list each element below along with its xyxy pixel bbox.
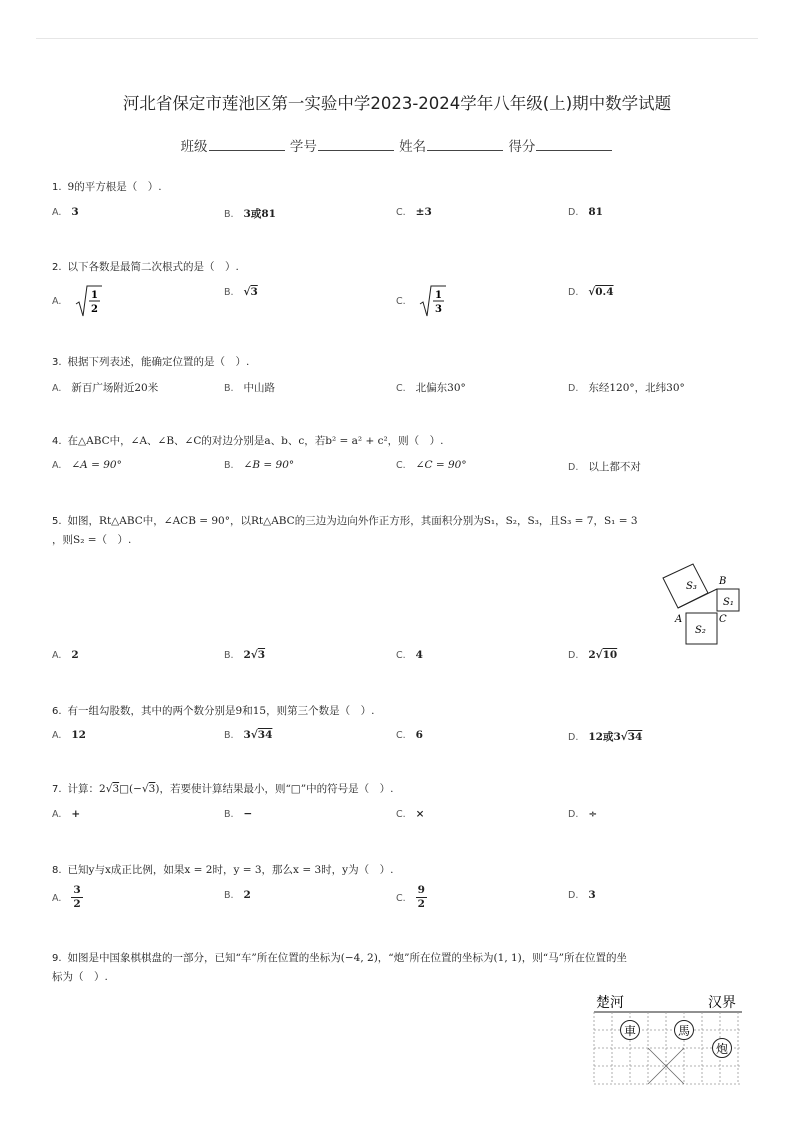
question-number: 1. [52,182,62,193]
question-text: 根据下列表述，能确定位置的是（ ）. [67,356,250,368]
figure-label-s3: S₃ [686,581,697,592]
question-4: 4. 在△ABC中，∠A、∠B、∠C的对边分别是a、b、c，若b² = a² + c²，则（ ）. [52,435,444,447]
q5-option-a[interactable]: A. 2 [52,649,79,661]
info-name-label: 姓名 [399,139,427,155]
q2-option-b[interactable]: B. √3 [224,286,258,298]
q8-option-a[interactable]: A. $\frac{3}{2}$ [52,884,81,910]
q5-option-c[interactable]: C. 4 [396,649,423,661]
board-label-chu-he: 楚河 [596,995,624,1011]
svg-text:1: 1 [435,290,442,301]
sqrt-fraction [419,284,447,318]
q4-option-d[interactable]: D. 以上都不对 [568,461,641,473]
question-text: 有一组勾股数，其中的两个数分别是9和15，则第三个数是（ ）. [67,705,375,717]
svg-text:3: 3 [435,304,442,315]
page-title: 河北省保定市莲池区第一实验中学2023-2024学年八年级(上)期中数学试题 [122,94,672,113]
q2-option-a[interactable]: A. 1 2 [52,284,103,318]
question-text-continued: ，则S₂ =（ ）. [52,534,132,546]
q1-option-b[interactable]: B. 3或81 [224,208,276,220]
question-1 [52,178,162,197]
question-9: 9. 如图是中国象棋棋盘的一部分，已知“车”所在位置的坐标为(−4, 2)，“炮”所在位置的坐标为(1, 1)，则“马”所在位置的坐 标为（ ）. [52,952,628,983]
q5-option-d[interactable]: D. 2√10 [568,649,618,661]
q1-option-c[interactable]: C. ±3 [396,206,432,218]
figure-label-s1: S₁ [723,597,734,608]
q5-option-b[interactable]: B. 2√3 [224,649,266,661]
q4-option-a[interactable]: A. ∠A = 90° [52,459,122,471]
info-class-label: 班级 [180,139,208,155]
q4-option-b[interactable]: B. ∠B = 90° [224,459,295,471]
question-5: 5. 如图，Rt△ABC中，∠ACB = 90°，以Rt△ABC的三边为边向外作正方形，其面积分别为S₁，S₂，S₃，且S₃ = 7，S₁ = 3 ，则S₂ =（ ）. [52,515,638,546]
info-name-blank[interactable] [427,138,503,151]
q8-option-d[interactable]: D. 3 [568,889,596,901]
info-class-blank[interactable] [209,138,285,151]
q3-option-b[interactable]: B. 中山路 [224,382,276,394]
fraction: $\frac{3}{2}$ [73,884,81,910]
svg-text:2: 2 [90,304,98,315]
figure-label-b: B [719,576,727,587]
q1-option-a[interactable]: A. 3 [52,206,79,218]
q6-option-d[interactable]: D. 12或3√34 [568,731,643,743]
q7-option-c[interactable]: C. × [396,808,425,820]
q3-option-d[interactable]: D. 东经120°，北纬30° [568,382,685,394]
svg-text:1: 1 [90,290,98,301]
question-8: 8. 已知y与x成正比例，如果x = 2时，y = 3，那么x = 3时，y为（ ）. [52,864,394,876]
q4-option-c[interactable]: C. ∠C = 90° [396,459,467,471]
q8-option-b[interactable]: B. 2 [224,889,251,901]
q6-option-c[interactable]: C. 6 [396,729,423,741]
q3-option-c[interactable]: C. 北偏东30° [396,382,466,394]
board-label-han-jie: 汉界 [708,995,736,1011]
question-text: 在△ABC中，∠A、∠B、∠C的对边分别是a、b、c，若b² = a² + c²，则（ ）. [67,435,444,447]
q1-option-d[interactable]: D. 81 [568,206,603,218]
student-info-line [0,135,794,155]
info-id-blank[interactable] [318,138,394,151]
question-text: 9的平方根是（ ）. [67,181,162,193]
svg-text:車: 車 [623,1024,637,1038]
question-7: 7. 计算：2√3□(−√3)，若要使计算结果最小，则“□”中的符号是（ ）. [52,783,394,795]
svg-text:炮: 炮 [715,1042,729,1056]
question-2: 2. 以下各数是最简二次根式的是（ ）. [52,261,239,273]
q2-option-d[interactable]: D. √0.4 [568,286,614,298]
question-text: 已知y与x成正比例，如果x = 2时，y = 3，那么x = 3时，y为（ ）. [67,864,394,876]
header-rule [36,38,758,39]
squares-figure [655,560,750,655]
info-score-label: 得分 [508,139,536,155]
q7-option-d[interactable]: D. ÷ [568,808,598,820]
fraction: $\frac{9}{2}$ [417,884,425,910]
question-text-continued: 标为（ ）. [52,971,108,983]
question-text: 计算：2√3□(−√3)，若要使计算结果最小，则“□”中的符号是（ ）. [67,783,394,795]
q7-option-b[interactable]: B. − [224,808,253,820]
q6-option-b[interactable]: B. 3√34 [224,729,273,741]
q7-option-a[interactable]: A. + [52,808,81,820]
q6-option-a[interactable]: A. 12 [52,729,86,741]
question-6: 6. 有一组勾股数，其中的两个数分别是9和15，则第三个数是（ ）. [52,705,375,717]
question-text: 如图，Rt△ABC中，∠ACB = 90°，以Rt△ABC的三边为边向外作正方形，其面积分别为S₁，S₂，S₃，且S₃ = 7，S₁ = 3 [67,515,638,527]
q3-option-a[interactable]: A. 新百广场附近20米 [52,382,159,394]
info-score-blank[interactable] [536,138,612,151]
question-3: 3. 根据下列表述，能确定位置的是（ ）. [52,356,250,368]
figure-label-a: A [675,614,683,625]
question-text: 如图是中国象棋棋盘的一部分，已知“车”所在位置的坐标为(−4, 2)，“炮”所在位置的坐标为(1, 1)，则“马”所在位置的坐 [67,952,628,964]
question-text: 以下各数是最简二次根式的是（ ）. [67,261,239,273]
figure-label-c: C [719,614,727,625]
info-id-label: 学号 [289,139,317,155]
sqrt-fraction [75,284,103,318]
chess-board-figure [590,990,746,1090]
q2-option-c[interactable]: C. 1 3 [396,284,447,318]
svg-text:馬: 馬 [677,1024,691,1038]
figure-label-s2: S₂ [695,625,706,636]
q8-option-c[interactable]: C. $\frac{9}{2}$ [396,884,425,910]
